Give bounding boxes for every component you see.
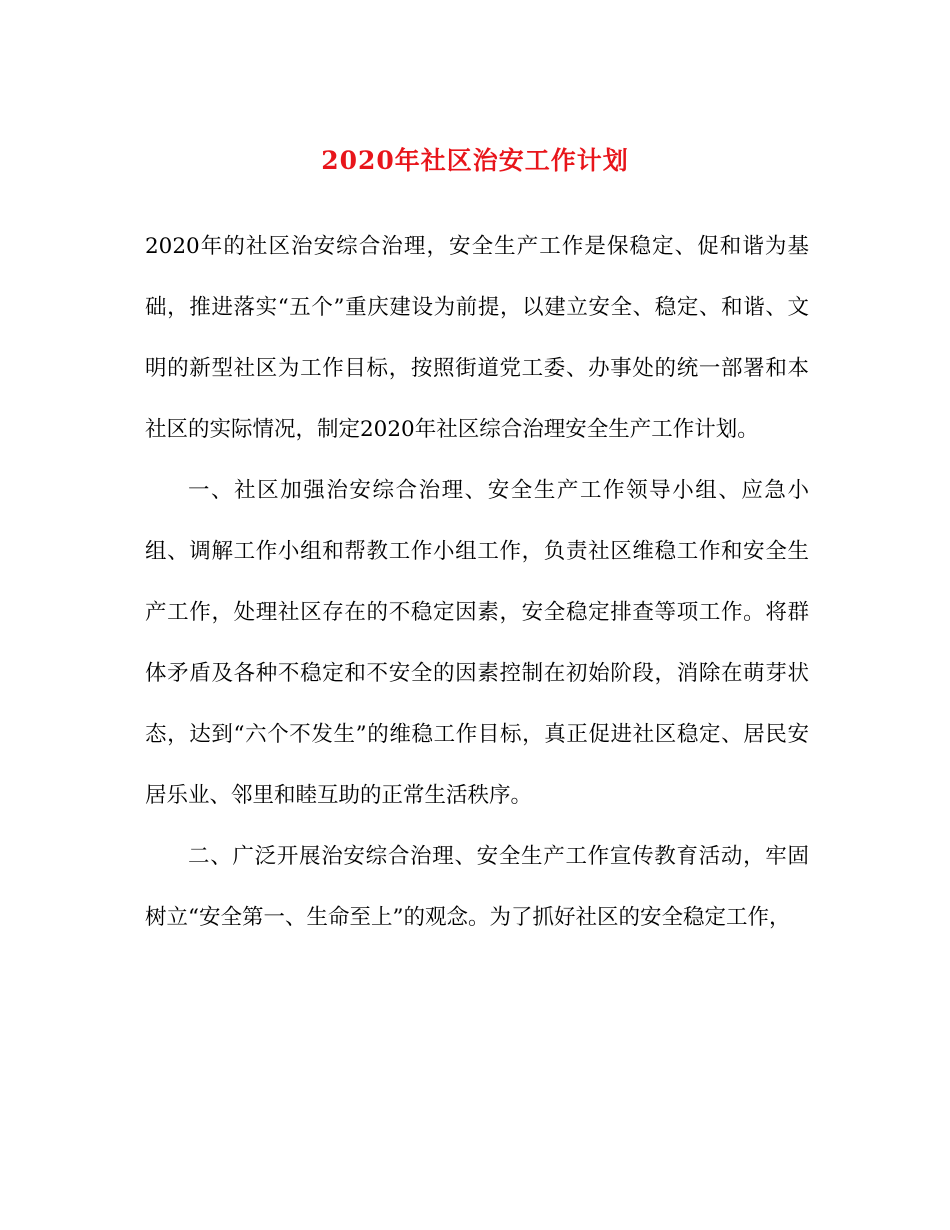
paragraph-section-one: 一、社区加强治安综合治理、安全生产工作领导小组、应急小组、调解工作小组和帮教工作小组工作，负责社区维稳工作和安全生产工作，处理社区存在的不稳定因素，安全稳定排查等项工作。将群体矛盾及各种不稳定和不安全的因素控制在初始阶段，消除在萌芽状态，达到“六个不发生”的维稳工作目标，真正促进社区稳定、居民安居乐业、邻里和睦互助的正常生活秩序。 <box>145 478 809 808</box>
document-title: 2020年社区治安工作计划 <box>321 146 629 175</box>
document-body <box>145 216 809 948</box>
paragraph-intro: 2020年的社区治安综合治理，安全生产工作是保稳定、促和谐为基础，推进落实“五个”重庆建设为前提，以建立安全、稳定、和谐、文明的新型社区为工作目标，按照街道党工委、办事处的统一部署和本社区的实际情况，制定2020年社区综合治理安全生产工作计划。 <box>145 234 809 442</box>
paragraph-section-two: 二、广泛开展治安综合治理、安全生产工作宣传教育活动，牢固树立“安全第一、生命至上”的观念。为了抓好社区的安全稳定工作， <box>145 844 809 930</box>
